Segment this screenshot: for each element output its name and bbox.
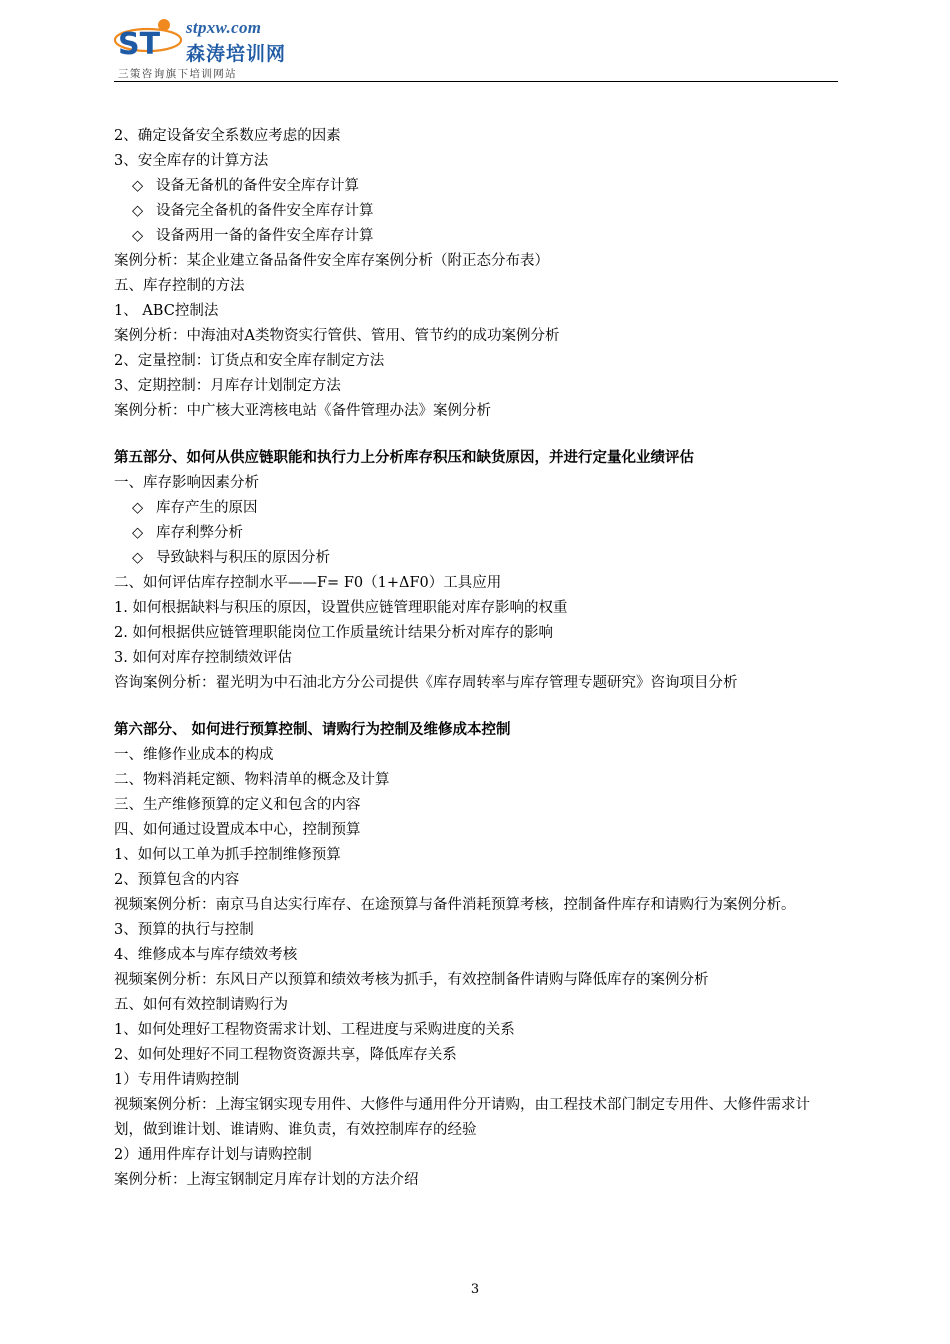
bullet-item: ◇ 导致缺料与积压的原因分析 (114, 546, 838, 571)
text-line: 二、物料消耗定额、物料清单的概念及计算 (114, 772, 390, 788)
text-line: 五、如何有效控制请购行为 (114, 997, 288, 1013)
bullet-item: ◇ 设备完全备机的备件安全库存计算 (114, 199, 838, 224)
text-line: 五、库存控制的方法 (114, 278, 245, 294)
text-line: 3、安全库存的计算方法 (114, 153, 269, 169)
text-paragraph: 视频案例分析：上海宝钢实现专用件、大修件与通用件分开请购，由工程技术部门制定专用件、大修件需求计划，做到谁计划、谁请购、谁负责，有效控制库存的经验 (114, 1097, 810, 1138)
text-line: 2. 如何根据供应链管理职能岗位工作质量统计结果分析对库存的影响 (114, 625, 553, 641)
text-line: 2、确定设备安全系数应考虑的因素 (114, 128, 341, 144)
diamond-bullet-icon: ◇ (132, 178, 144, 194)
text-line: 2）通用件库存计划与请购控制 (114, 1147, 312, 1163)
page-number: 3 (470, 1282, 480, 1297)
diamond-bullet-icon: ◇ (132, 550, 144, 566)
text-line: 一、库存影响因素分析 (114, 475, 259, 491)
site-name: 森涛培训网 (186, 43, 287, 65)
bullet-item: ◇ 设备两用一备的备件安全库存计算 (114, 224, 838, 249)
text-line: 2、预算包含的内容 (114, 872, 240, 888)
page-header (114, 16, 838, 82)
text-line: 咨询案例分析：翟光明为中石油北方分公司提供《库存周转率与库存管理专题研究》咨询项目分析 (114, 675, 738, 691)
header-divider (114, 81, 838, 82)
text-line: 一、维修作业成本的构成 (114, 747, 274, 763)
text-paragraph: 视频案例分析：南京马自达实行库存、在途预算与备件消耗预算考核，控制备件库存和请购行为案例分析。 (114, 897, 796, 913)
bullet-item: ◇ 库存利弊分析 (114, 521, 838, 546)
section-heading: 第六部分、 如何进行预算控制、请购行为控制及维修成本控制 (114, 722, 511, 738)
text-line: 1. 如何根据缺料与积压的原因，设置供应链管理职能对库存影响的权重 (114, 600, 568, 616)
site-url: stpxw.com (186, 18, 262, 37)
text-line: 四、如何通过设置成本中心，控制预算 (114, 822, 361, 838)
diamond-bullet-icon: ◇ (132, 228, 144, 244)
text-line: 案例分析：某企业建立备品备件安全库存案例分析（附正态分布表） (114, 253, 549, 269)
text-line: 4、维修成本与库存绩效考核 (114, 947, 298, 963)
text-line: 2、定量控制：订货点和安全库存制定方法 (114, 353, 385, 369)
document-body (114, 124, 838, 1193)
text-line: 1、 ABC控制法 (114, 303, 219, 319)
text-line: 3、预算的执行与控制 (114, 922, 254, 938)
text-line: 二、如何评估库存控制水平——F= F0（1+ΔF0）工具应用 (114, 575, 502, 591)
logo-mark-text: ST (118, 27, 161, 62)
text-line: 1、如何以工单为抓手控制维修预算 (114, 847, 341, 863)
diamond-bullet-icon: ◇ (132, 500, 144, 516)
bullet-item: ◇ 设备无备机的备件安全库存计算 (114, 174, 838, 199)
diamond-bullet-icon: ◇ (132, 525, 144, 541)
text-line: 三、生产维修预算的定义和包含的内容 (114, 797, 361, 813)
section-heading: 第五部分、如何从供应链职能和执行力上分析库存积压和缺货原因，并进行定量化业绩评估 (114, 450, 694, 466)
site-tagline: 三策咨询旗下培训网站 (118, 68, 237, 80)
text-line: 案例分析：中海油对A类物资实行管供、管用、管节约的成功案例分析 (114, 328, 560, 344)
text-line: 3、定期控制：月库存计划制定方法 (114, 378, 341, 394)
text-line: 视频案例分析：东风日产以预算和绩效考核为抓手，有效控制备件请购与降低库存的案例分析 (114, 972, 709, 988)
logo-mark-icon (114, 16, 186, 66)
text-line: 案例分析：上海宝钢制定月库存计划的方法介绍 (114, 1172, 419, 1188)
diamond-bullet-icon: ◇ (132, 203, 144, 219)
text-line: 1、如何处理好工程物资需求计划、工程进度与采购进度的关系 (114, 1022, 515, 1038)
text-line: 2、如何处理好不同工程物资资源共享，降低库存关系 (114, 1047, 457, 1063)
text-line: 案例分析：中广核大亚湾核电站《备件管理办法》案例分析 (114, 403, 491, 419)
bullet-item: ◇ 库存产生的原因 (114, 496, 838, 521)
text-line: 3. 如何对库存控制绩效评估 (114, 650, 292, 666)
text-line: 1）专用件请购控制 (114, 1072, 240, 1088)
